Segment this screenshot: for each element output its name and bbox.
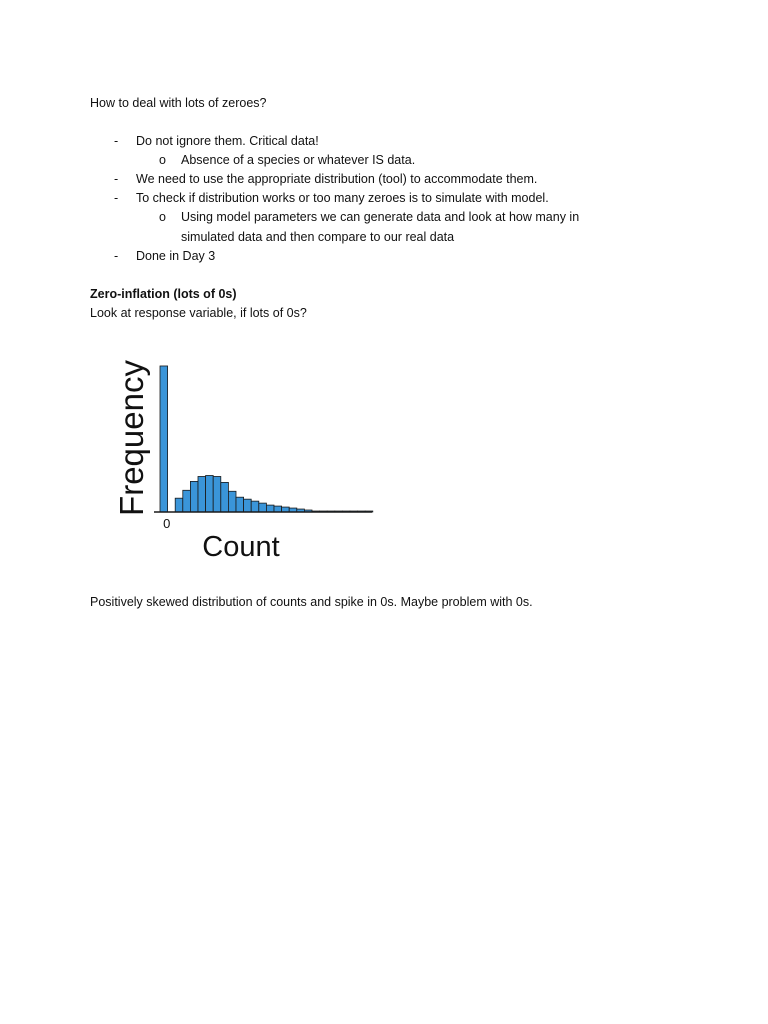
histogram-chart [110,350,380,570]
histogram-bar [183,490,191,512]
histogram-bar [266,505,274,512]
sub-bullet-marker: o [159,210,166,224]
histogram-bar [190,481,198,512]
x-tick-label: 0 [163,516,171,531]
sub-bullet-item-continuation: simulated data and then compare to our real data [181,230,455,244]
histogram-bars [160,366,373,512]
bullet-marker: - [114,249,119,263]
bullet-item: Done in Day 3 [136,249,216,263]
histogram-bar [228,491,236,512]
y-axis-title: Frequency [113,360,150,516]
bullet-marker: - [114,134,119,148]
bullet-item: To check if distribution works or too many zeroes is to simulate with model. [136,191,549,205]
histogram-bar [175,498,183,512]
histogram-bar [160,366,168,512]
histogram-bar [274,506,282,512]
chart-caption: Positively skewed distribution of counts and spike in 0s. Maybe problem with 0s. [90,595,533,609]
section-title: Zero-inflation (lots of 0s) [90,287,237,301]
x-axis-title: Count [202,531,280,563]
section-subtitle: Look at response variable, if lots of 0s? [90,306,307,320]
histogram-bar [206,475,214,512]
sub-bullet-item: Using model parameters we can generate data and look at how many in [181,210,580,224]
histogram-bar [213,476,221,512]
histogram-bar [244,499,252,512]
sub-bullet-marker: o [159,153,166,167]
sub-bullet-item: Absence of a species or whatever IS data. [181,153,416,167]
bullet-marker: - [114,191,119,205]
histogram-bar [236,497,244,512]
histogram-bar [259,503,267,512]
histogram-svg [110,350,380,570]
bullet-item: We need to use the appropriate distribution (tool) to accommodate them. [136,172,538,186]
heading: How to deal with lots of zeroes? [90,96,267,110]
bullet-item: Do not ignore them. Critical data! [136,134,319,148]
histogram-bar [251,501,259,512]
bullet-marker: - [114,172,119,186]
histogram-bar [198,476,206,512]
histogram-bar [221,482,229,512]
